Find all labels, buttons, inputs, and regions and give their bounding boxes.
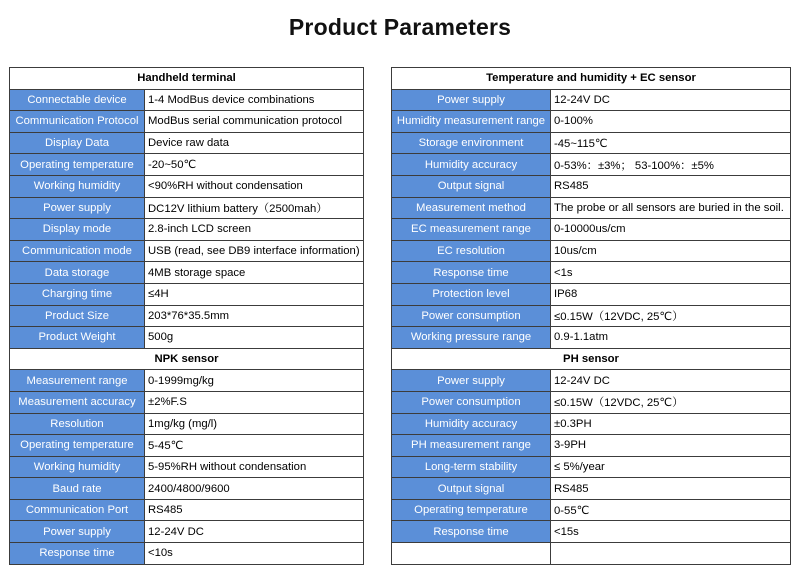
section-header-row [10,68,364,90]
table-row [10,111,364,133]
section-header-row [10,348,364,370]
table-row [10,305,364,327]
param-label-response-time: Response time [392,262,551,284]
table-row [392,89,791,111]
param-value-storage-environment: -45~115℃ [551,132,791,154]
param-label-measurement-accuracy: Measurement accuracy [10,391,145,413]
param-label-protection-level: Protection level [392,283,551,305]
table-row [392,391,791,413]
table-row [10,435,364,457]
param-value-communication-mode: USB (read, see DB9 interface information) [145,240,364,262]
param-label-power-supply: Power supply [10,521,145,543]
table-row [10,197,364,219]
table-row [392,521,791,543]
param-label-response-time: Response time [392,521,551,543]
table-row [10,370,364,392]
table-row [392,111,791,133]
param-label-long-term-stability: Long-term stability [392,456,551,478]
param-label-charging-time: Charging time [10,283,145,305]
table-row [392,283,791,305]
table-row [10,240,364,262]
param-label-working-humidity: Working humidity [10,456,145,478]
param-value-working-pressure-range: 0.9-1.1atm [551,327,791,349]
param-value-power-consumption: ≤0.15W（12VDC, 25℃） [551,305,791,327]
param-value-working-humidity: 5-95%RH without condensation [145,456,364,478]
param-value-power-supply: 12-24V DC [145,521,364,543]
param-label-power-supply: Power supply [392,89,551,111]
table-row [10,89,364,111]
param-value-power-supply: 12-24V DC [551,370,791,392]
param-label-response-time: Response time [10,543,145,565]
param-label-working-humidity: Working humidity [10,175,145,197]
param-value-humidity-measurement-range: 0-100% [551,111,791,133]
table-row [392,132,791,154]
empty-cell [551,543,791,565]
param-value-humidity-accuracy: 0-53%：±3%； 53-100%：±5% [551,154,791,176]
table-row [392,175,791,197]
param-value-charging-time: ≤4H [145,283,364,305]
param-value-ph-measurement-range: 3-9PH [551,435,791,457]
table-row [10,154,364,176]
param-value-measurement-method: The probe or all sensors are buried in the soil. [551,197,791,219]
table-row [392,240,791,262]
table-row [392,543,791,565]
table-row [392,197,791,219]
table-row [392,370,791,392]
page-title: Product Parameters [288,14,512,40]
section-header-row [392,348,791,370]
param-label-communication-mode: Communication mode [10,240,145,262]
param-value-working-humidity: <90%RH without condensation [145,175,364,197]
param-value-resolution: 1mg/kg (mg/l) [145,413,364,435]
table-row [10,175,364,197]
param-value-output-signal: RS485 [551,175,791,197]
table-row [392,478,791,500]
section-title-temperature-and-humidity-ec-sensor: Temperature and humidity + EC sensor [392,68,791,90]
param-label-measurement-method: Measurement method [392,197,551,219]
param-value-operating-temperature: -20~50℃ [145,154,364,176]
param-label-connectable-device: Connectable device [10,89,145,111]
param-label-ph-measurement-range: PH measurement range [392,435,551,457]
table-row [392,456,791,478]
table-row [10,132,364,154]
param-value-response-time: <15s [551,521,791,543]
param-value-communication-port: RS485 [145,499,364,521]
param-label-output-signal: Output signal [392,478,551,500]
param-label-ec-resolution: EC resolution [392,240,551,262]
param-value-baud-rate: 2400/4800/9600 [145,478,364,500]
param-value-output-signal: RS485 [551,478,791,500]
table-row [10,499,364,521]
param-label-humidity-accuracy: Humidity accuracy [392,154,551,176]
table-row [10,391,364,413]
param-label-baud-rate: Baud rate [10,478,145,500]
param-value-connectable-device: 1-4 ModBus device combinations [145,89,364,111]
table-row [392,413,791,435]
param-value-display-mode: 2.8-inch LCD screen [145,219,364,241]
param-value-humidity-accuracy: ±0.3PH [551,413,791,435]
param-value-response-time: <1s [551,262,791,284]
param-value-operating-temperature: 5-45℃ [145,435,364,457]
table-row [392,327,791,349]
param-value-power-supply: DC12V lithium battery（2500mah） [145,197,364,219]
param-value-measurement-range: 0-1999mg/kg [145,370,364,392]
param-value-ec-resolution: 10us/cm [551,240,791,262]
param-label-operating-temperature: Operating temperature [10,435,145,457]
param-label-operating-temperature: Operating temperature [392,499,551,521]
table-row [10,327,364,349]
param-label-communication-port: Communication Port [10,499,145,521]
table-row [392,219,791,241]
table-row [10,219,364,241]
param-value-product-weight: 500g [145,327,364,349]
param-label-output-signal: Output signal [392,175,551,197]
param-value-measurement-accuracy: ±2%F.S [145,391,364,413]
right-parameter-table [391,67,791,565]
table-row [10,413,364,435]
param-value-long-term-stability: ≤ 5%/year [551,456,791,478]
param-label-working-pressure-range: Working pressure range [392,327,551,349]
param-label-storage-environment: Storage environment [392,132,551,154]
table-row [392,154,791,176]
left-parameter-table [9,67,364,565]
param-label-product-weight: Product Weight [10,327,145,349]
param-value-response-time: <10s [145,543,364,565]
table-row [392,305,791,327]
param-label-power-consumption: Power consumption [392,391,551,413]
param-label-operating-temperature: Operating temperature [10,154,145,176]
param-value-protection-level: IP68 [551,283,791,305]
param-label-humidity-measurement-range: Humidity measurement range [392,111,551,133]
section-title-handheld-terminal: Handheld terminal [10,68,364,90]
section-header-row [392,68,791,90]
table-row [392,435,791,457]
param-value-display-data: Device raw data [145,132,364,154]
param-label-display-data: Display Data [10,132,145,154]
table-row [10,456,364,478]
param-value-product-size: 203*76*35.5mm [145,305,364,327]
param-label-measurement-range: Measurement range [10,370,145,392]
param-label-ec-measurement-range: EC measurement range [392,219,551,241]
param-label-resolution: Resolution [10,413,145,435]
param-label-data-storage: Data storage [10,262,145,284]
section-title-npk-sensor: NPK sensor [10,348,364,370]
param-value-power-supply: 12-24V DC [551,89,791,111]
param-value-operating-temperature: 0-55℃ [551,499,791,521]
section-title-ph-sensor: PH sensor [392,348,791,370]
table-row [10,262,364,284]
param-label-power-supply: Power supply [10,197,145,219]
param-value-data-storage: 4MB storage space [145,262,364,284]
param-value-communication-protocol: ModBus serial communication protocol [145,111,364,133]
param-label-power-supply: Power supply [392,370,551,392]
param-label-power-consumption: Power consumption [392,305,551,327]
table-row [392,499,791,521]
param-label-humidity-accuracy: Humidity accuracy [392,413,551,435]
table-row [10,283,364,305]
param-label-display-mode: Display mode [10,219,145,241]
param-label-product-size: Product Size [10,305,145,327]
empty-cell [392,543,551,565]
param-value-power-consumption: ≤0.15W（12VDC, 25℃） [551,391,791,413]
param-value-ec-measurement-range: 0-10000us/cm [551,219,791,241]
param-label-communication-protocol: Communication Protocol [10,111,145,133]
table-row [10,521,364,543]
table-row [392,262,791,284]
table-row [10,543,364,565]
table-row [10,478,364,500]
